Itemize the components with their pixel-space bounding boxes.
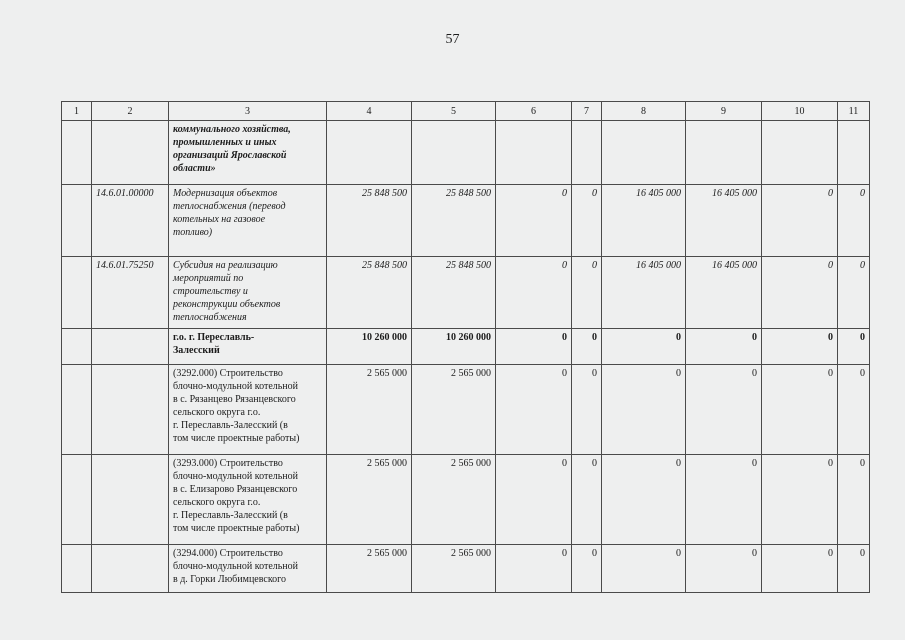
row-value: 0 [572,455,602,545]
row-value: 0 [572,329,602,365]
row-value [686,121,762,185]
header-cell: 10 [762,102,838,121]
budget-table [61,101,870,593]
table-row [62,545,870,593]
table-row [62,121,870,185]
row-name: (3292.000) Строительство блочно-модульной котельной в с. Рязанцево Рязанцевского сельского округа г.о. г. Переславль-Залесский (в том числе проектные работы) [169,365,327,455]
row-value: 0 [762,329,838,365]
header-cell: 8 [602,102,686,121]
row-value: 16 405 000 [602,185,686,257]
row-value: 0 [686,455,762,545]
header-row [62,102,870,121]
row-value [327,121,412,185]
header-cell: 6 [496,102,572,121]
row-value: 16 405 000 [686,185,762,257]
row-value: 0 [496,455,572,545]
row-value: 0 [838,257,870,329]
table-row [62,455,870,545]
row-value: 25 848 500 [412,257,496,329]
row-value: 0 [572,257,602,329]
table-row [62,257,870,329]
row-name: (3294.000) Строительство блочно-модульной котельной в д. Горки Любимцевского [169,545,327,593]
page-number: 57 [445,32,460,47]
row-code [92,545,169,593]
row-value: 0 [686,365,762,455]
row-value: 10 260 000 [412,329,496,365]
row-code: 14.6.01.00000 [92,185,169,257]
header-cell: 1 [62,102,92,121]
row-value: 0 [602,365,686,455]
row-value: 0 [572,185,602,257]
row-value: 2 565 000 [327,545,412,593]
row-value: 25 848 500 [412,185,496,257]
row-code [92,455,169,545]
row-empty-cell [62,545,92,593]
row-value: 2 565 000 [412,545,496,593]
header-cell: 3 [169,102,327,121]
row-code [92,365,169,455]
row-value: 2 565 000 [412,455,496,545]
row-value: 0 [496,545,572,593]
row-value: 10 260 000 [327,329,412,365]
row-code [92,121,169,185]
row-value: 25 848 500 [327,185,412,257]
row-empty-cell [62,185,92,257]
row-value: 25 848 500 [327,257,412,329]
row-value: 0 [762,185,838,257]
row-code: 14.6.01.75250 [92,257,169,329]
row-empty-cell [62,365,92,455]
row-value: 0 [496,257,572,329]
row-value: 0 [602,455,686,545]
row-value: 0 [762,257,838,329]
table-row [62,329,870,365]
row-value: 16 405 000 [602,257,686,329]
row-value: 0 [572,545,602,593]
header-cell: 11 [838,102,870,121]
row-name: коммунального хозяйства, промышленных и иных организаций Ярославской области» [169,121,327,185]
row-value: 0 [686,329,762,365]
row-empty-cell [62,257,92,329]
row-empty-cell [62,455,92,545]
row-value: 0 [838,545,870,593]
row-name: Субсидия на реализацию мероприятий по строительству и реконструкции объектов теплоснабжения [169,257,327,329]
row-name: г.о. г. Переславль- Залесский [169,329,327,365]
row-empty-cell [62,121,92,185]
row-value: 0 [762,545,838,593]
row-value: 2 565 000 [327,365,412,455]
row-value [412,121,496,185]
row-name: (3293.000) Строительство блочно-модульной котельной в с. Елизарово Рязанцевского сельского округа г.о. г. Переславль-Залесский (в том числе проектные работы) [169,455,327,545]
row-value: 16 405 000 [686,257,762,329]
row-value: 2 565 000 [327,455,412,545]
row-value: 0 [496,329,572,365]
table-row [62,365,870,455]
row-value: 0 [838,455,870,545]
row-code [92,329,169,365]
header-cell: 7 [572,102,602,121]
row-value: 0 [762,365,838,455]
header-cell: 4 [327,102,412,121]
row-value: 0 [686,545,762,593]
table-row [62,185,870,257]
row-value: 0 [572,365,602,455]
row-value [838,121,870,185]
row-value: 2 565 000 [412,365,496,455]
row-value [496,121,572,185]
row-value: 0 [496,185,572,257]
row-value: 0 [602,545,686,593]
row-value: 0 [838,329,870,365]
row-value: 0 [838,185,870,257]
row-value [572,121,602,185]
row-value [602,121,686,185]
header-cell: 5 [412,102,496,121]
row-value: 0 [762,455,838,545]
row-name: Модернизация объектов теплоснабжения (перевод котельных на газовое топливо) [169,185,327,257]
header-cell: 9 [686,102,762,121]
header-cell: 2 [92,102,169,121]
row-value: 0 [838,365,870,455]
row-value: 0 [602,329,686,365]
row-value [762,121,838,185]
row-value: 0 [496,365,572,455]
row-empty-cell [62,329,92,365]
